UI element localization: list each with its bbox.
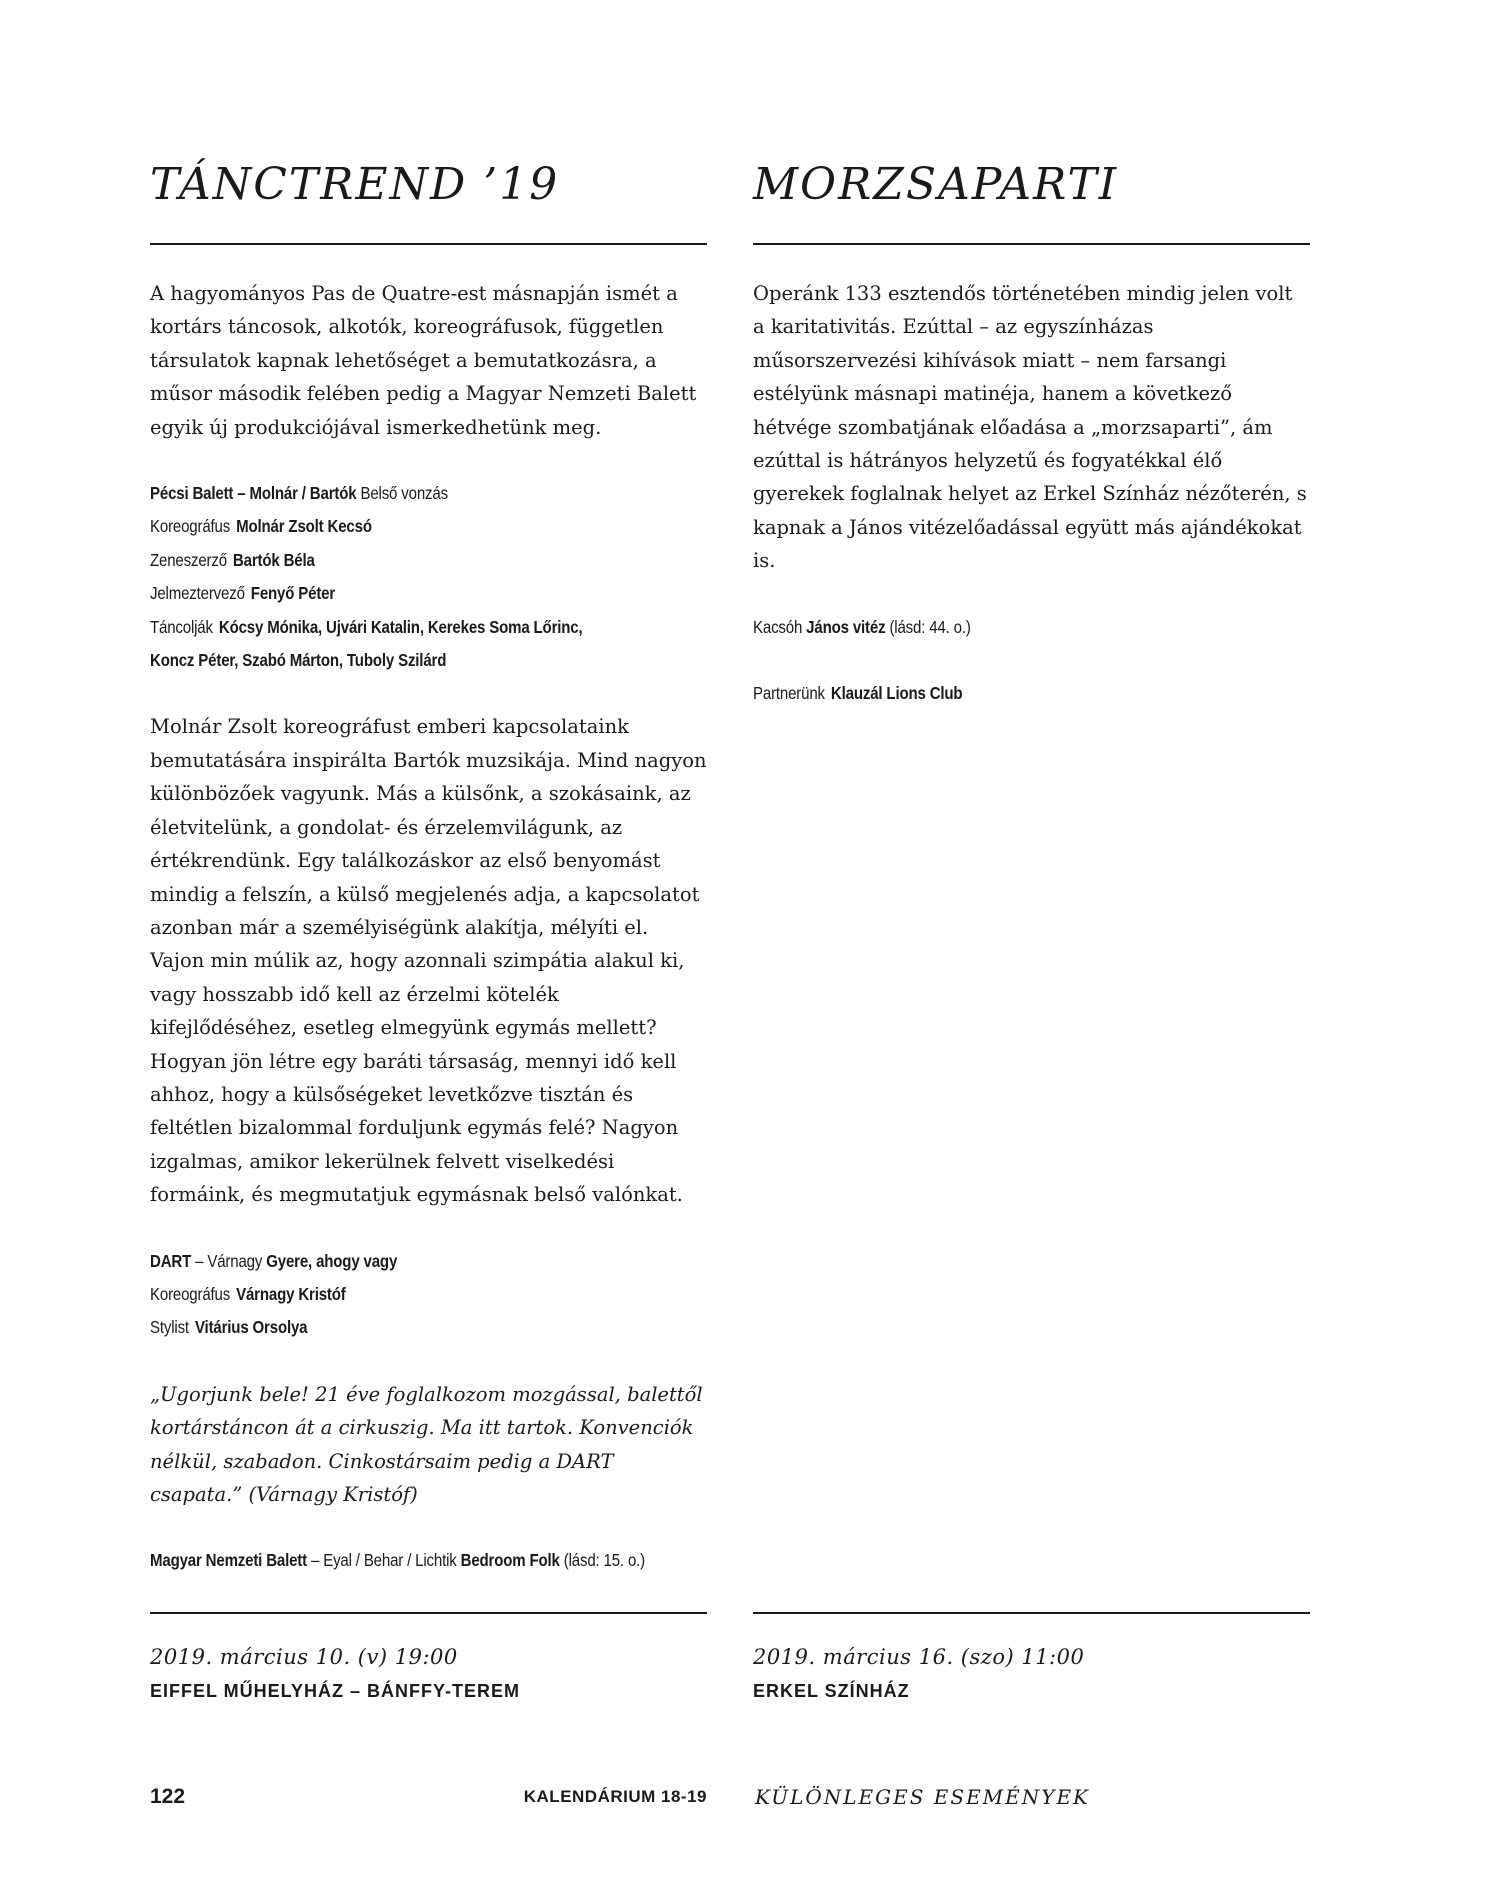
credit-line bbox=[150, 1311, 629, 1344]
description-paragraph: Molnár Zsolt koreográfust emberi kapcsolataink bemutatására inspirálta Bartók muzsikája. Mind nagyon különbözőek vagyunk. Más a külsőnk, a szokásaink, az életvitelünk, a gondolat- és érzelemvilágunk, az értékrendünk. Egy találkozáskor az első benyomást mindig a felszín, a külső megjelenés adja, a kapcsolatot azonban már a személyiségünk alakítja, mélyíti el. Vajon min múlik az, hogy azonnali szimpátia alakul ki, vagy hosszabb idő kell az érzelmi kötelék kifejlődéséhez, esetleg elmegyünk egymás mellett? Hogyan jön létre egy baráti társaság, mennyi idő kell ahhoz, hogy a külsőségeket levetkőzve tisztán és feltétlen bizalommal forduljunk egymás felé? Nagyon izgalmas, amikor lekerülnek felvett viselkedési formáink, és megmutatjuk egymásnak belső valónkat. bbox=[150, 715, 707, 1207]
piece-credits-janos-vitez bbox=[753, 611, 1310, 644]
piece-title: Bedroom Folk bbox=[460, 1550, 560, 1571]
quote-paragraph: „Ugorjunk bele! 21 éve foglalkozom mozgással, balettől kortárstáncon át a cirkuszig. Ma itt tartok. Konvenciók nélkül, szabadon. Cinkostársaim pedig a DART csapata.” (Várnagy Kristóf) bbox=[150, 1382, 703, 1506]
piece-heading bbox=[753, 611, 1232, 644]
event-datetime-block bbox=[150, 1640, 707, 1708]
event-date: 2019. március 10. (v) 19:00 bbox=[150, 1645, 458, 1669]
credit-value: Vitárius Orsolya bbox=[194, 1317, 308, 1338]
credit-value: Várnagy Kristóf bbox=[236, 1283, 346, 1304]
credit-label: Jelmeztervező bbox=[150, 583, 245, 604]
partner-credit bbox=[753, 677, 1310, 710]
left-body bbox=[150, 277, 707, 1611]
company-name: Pécsi Balett – Molnár / Bartók bbox=[150, 483, 357, 504]
piece-credits-dart bbox=[150, 1245, 707, 1345]
company-name: Magyar Nemzeti Balett bbox=[150, 1550, 307, 1571]
date-divider bbox=[753, 1612, 1310, 1614]
date-divider bbox=[150, 1612, 707, 1614]
company-name: DART bbox=[150, 1250, 192, 1271]
credit-value: Koncz Péter, Szabó Márton, Tuboly Szilárd bbox=[150, 650, 447, 671]
piece-credits-pecsi-balett bbox=[150, 477, 707, 677]
separator: – bbox=[195, 1250, 204, 1271]
piece-title: János vitéz bbox=[806, 616, 886, 637]
credit-value: Bartók Béla bbox=[232, 549, 315, 570]
credit-label: Táncolják bbox=[150, 616, 213, 637]
piece-heading bbox=[150, 1245, 629, 1278]
intro-paragraph: A hagyományos Pas de Quatre-est másnapján ismét a kortárs táncosok, alkotók, koreográfusok, független társulatok kapnak lehetőséget a bemutatkozásra, a műsor második felében pedig a Magyar Nemzeti Balett egyik új produkciójával ismerkedhetünk meg. bbox=[150, 282, 697, 439]
event-title-morzsaparti: MORZSAPARTI bbox=[753, 159, 1119, 210]
composer-name: Kacsóh bbox=[753, 616, 803, 637]
event-datetime-block bbox=[753, 1640, 1310, 1708]
credit-label: Partnerünk bbox=[753, 683, 825, 704]
page-footer bbox=[150, 1777, 1350, 1817]
section-name: KÜLÖNLEGES ESEMÉNYEK bbox=[755, 1785, 1090, 1809]
event-venue: ERKEL SZÍNHÁZ bbox=[753, 1681, 910, 1701]
credit-label: Zeneszerző bbox=[150, 549, 227, 570]
credit-line bbox=[150, 510, 629, 543]
partner-name: Klauzál Lions Club bbox=[830, 683, 963, 704]
credit-line bbox=[150, 544, 629, 577]
piece-subtitle: Belső vonzás bbox=[360, 483, 448, 504]
credit-value: Kócsy Mónika, Ujvári Katalin, Kerekes Soma Lőrinc, bbox=[218, 616, 583, 637]
right-body bbox=[753, 277, 1310, 743]
author-name: Várnagy bbox=[207, 1250, 263, 1271]
credit-line-continued bbox=[150, 644, 629, 677]
credit-value: Fenyő Péter bbox=[250, 583, 336, 604]
credit-line bbox=[150, 577, 629, 610]
event-date: 2019. március 16. (szo) 11:00 bbox=[753, 1645, 1085, 1669]
intro-paragraph: Operánk 133 esztendős történetében mindig jelen volt a karitativitás. Ezúttal – az egyszínházas műsorszervezési kihívások miatt – nem farsangi estélyünk másnapi matinéja, hanem a következő hétvége szombatjának előadása a „morzsaparti”, ám ezúttal is hátrányos helyzetű és fogyatékkal élő gyerekek foglalnak helyet az Erkel Színház nézőterén, s kapnak a János vitézelőadással együtt más ajándékokat is. bbox=[753, 282, 1307, 573]
credit-line bbox=[753, 677, 1232, 710]
title-divider bbox=[753, 243, 1310, 245]
right-column bbox=[753, 0, 1310, 1890]
event-title-tanctrend: TÁNCTREND ’19 bbox=[150, 159, 560, 210]
credit-label: Koreográfus bbox=[150, 516, 231, 537]
title-divider bbox=[150, 243, 707, 245]
page-number: 122 bbox=[150, 1785, 186, 1808]
piece-heading bbox=[150, 477, 629, 510]
credit-line bbox=[150, 611, 629, 644]
author-names: – Eyal / Behar / Lichtik bbox=[310, 1550, 457, 1571]
credit-value: Molnár Zsolt Kecsó bbox=[236, 516, 372, 537]
publication-name: KALENDÁRIUM 18-19 bbox=[523, 1787, 707, 1806]
piece-credits-mnb bbox=[150, 1544, 707, 1577]
page-reference: (lásd: 44. o.) bbox=[889, 616, 971, 637]
credit-label: Stylist bbox=[150, 1317, 189, 1338]
left-column bbox=[150, 0, 707, 1890]
credit-label: Koreográfus bbox=[150, 1283, 231, 1304]
piece-heading bbox=[150, 1544, 645, 1577]
credit-line bbox=[150, 1278, 629, 1311]
event-venue: EIFFEL MŰHELYHÁZ – BÁNFFY-TEREM bbox=[150, 1681, 521, 1701]
piece-title: Gyere, ahogy vagy bbox=[266, 1250, 398, 1271]
page-reference: (lásd: 15. o.) bbox=[563, 1550, 645, 1571]
